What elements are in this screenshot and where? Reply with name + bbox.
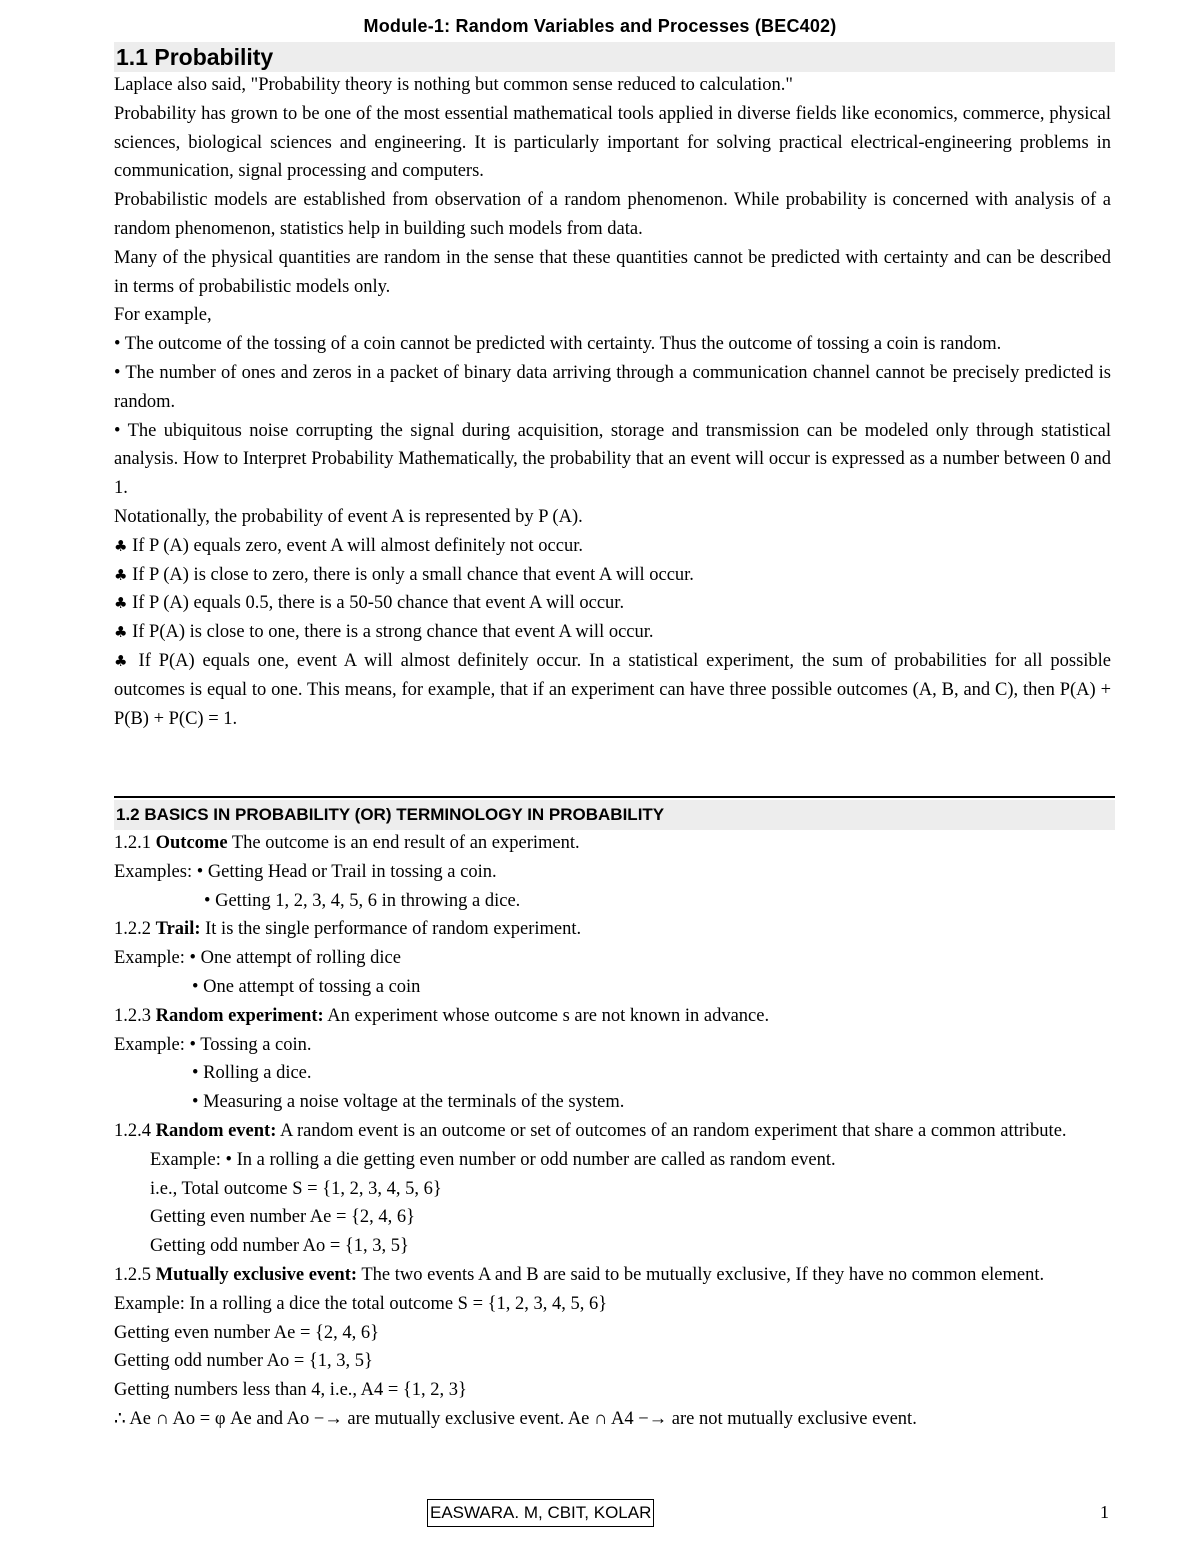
- random-event-example-2: i.e., Total outcome S = {1, 2, 3, 4, 5, 6}: [150, 1178, 442, 1199]
- outcome-example-2: • Getting 1, 2, 3, 4, 5, 6 in throwing a dice.: [204, 890, 521, 911]
- bullet-item-binary-data: • The number of ones and zeros in a packet of binary data arriving through a communication channel cannot be precisely predicted is random.: [114, 362, 1111, 412]
- club-icon: ♣: [114, 536, 128, 555]
- section-basics-body: [114, 829, 1111, 1434]
- trail-example-1: Example: • One attempt of rolling dice: [114, 948, 401, 969]
- random-experiment-example-3: • Measuring a noise voltage at the terminals of the system.: [192, 1092, 625, 1113]
- random-event-example-1: Example: • In a rolling a die getting even number or odd number are called as random event.: [150, 1149, 836, 1170]
- club-icon: ♣: [114, 594, 128, 613]
- mutually-exclusive-example-1: Example: In a rolling a dice the total outcome S = {1, 2, 3, 4, 5, 6}: [114, 1293, 608, 1314]
- bullet-item-coin: • The outcome of the tossing of a coin cannot be predicted with certainty. Thus the outcome of tossing a coin is random.: [114, 334, 1002, 355]
- mutually-exclusive-conclusion: ∴ Ae ∩ Ao = φ Ae and Ao −→ are mutually exclusive event. Ae ∩ A4 −→ are not mutually exclusive event.: [114, 1408, 917, 1429]
- bullet-dot-icon: •: [114, 420, 121, 441]
- club-item-close-to-zero: ♣ If P (A) is close to zero, there is only a small chance that event A will occur.: [114, 564, 694, 585]
- section-divider-rule: [114, 796, 1115, 798]
- bullet-dot-icon: •: [114, 334, 121, 355]
- term-mutually-exclusive: 1.2.5 Mutually exclusive event: The two events A and B are said to be mutually exclusive, If they have no common element.: [114, 1264, 1045, 1285]
- section-probability-body: [114, 71, 1111, 733]
- paragraph-notation: Notationally, the probability of event A is represented by P (A).: [114, 506, 583, 527]
- mutually-exclusive-example-3: Getting odd number Ao = {1, 3, 5}: [114, 1351, 373, 1372]
- page-number: 1: [1100, 1502, 1109, 1522]
- outcome-example-1: Examples: • Getting Head or Trail in tossing a coin.: [114, 861, 497, 882]
- random-experiment-example-2: • Rolling a dice.: [192, 1063, 312, 1084]
- paragraph-for-example: For example,: [114, 305, 212, 326]
- paragraph-probability-growth: Probability has grown to be one of the most essential mathematical tools applied in diverse fields like economics, commerce, physical sciences, biological sciences and engineering. It is particularly important for solving practical electrical-engineering problems in communication, signal processing and computers.: [114, 103, 1111, 182]
- mutually-exclusive-example-4: Getting numbers less than 4, i.e., A4 = {1, 2, 3}: [114, 1380, 467, 1401]
- random-experiment-example-1: Example: • Tossing a coin.: [114, 1034, 312, 1055]
- club-item-close-to-one: ♣ If P(A) is close to one, there is a strong chance that event A will occur.: [114, 622, 654, 643]
- bullet-dot-icon: •: [114, 362, 121, 383]
- paragraph-laplace-quote: Laplace also said, "Probability theory is nothing but common sense reduced to calculation.": [114, 75, 793, 95]
- module-header-title: Module-1: Random Variables and Processes (BEC402): [363, 16, 837, 36]
- term-random-event: 1.2.4 Random event: A random event is an outcome or set of outcomes of an random experiment that share a common attribute.: [114, 1120, 1067, 1141]
- paragraph-physical-quantities: Many of the physical quantities are random in the sense that these quantities cannot be predicted with certainty and can be described in terms of probabilistic models only.: [114, 247, 1111, 297]
- term-random-experiment: 1.2.3 Random experiment: An experiment whose outcome s are not known in advance.: [114, 1005, 770, 1026]
- footer-author-box: EASWARA. M, CBIT, KOLAR: [427, 1499, 654, 1527]
- term-trail: 1.2.2 Trail: It is the single performance of random experiment.: [114, 919, 582, 940]
- section-heading-basics: 1.2 BASICS IN PROBABILITY (OR) TERMINOLOGY IN PROBABILITY: [114, 800, 1115, 830]
- club-item-one: ♣ If P(A) equals one, event A will almost definitely occur. In a statistical experiment, the sum of probabilities for all possible outcomes is equal to one. This means, for example, that if an experiment can have three possible outcomes (A, B, and C), then P(A) + P(B) + P(C) = 1.: [114, 650, 1112, 729]
- club-icon: ♣: [114, 623, 128, 642]
- section-heading-probability: 1.1 Probability: [114, 42, 1115, 72]
- term-outcome: 1.2.1 Outcome The outcome is an end result of an experiment.: [114, 833, 580, 853]
- random-event-example-4: Getting odd number Ao = {1, 3, 5}: [150, 1236, 409, 1257]
- club-icon: ♣: [114, 651, 131, 670]
- bullet-item-noise: • The ubiquitous noise corrupting the signal during acquisition, storage and transmission can be modeled only through statistical analysis. How to Interpret Probability Mathematically, the probability that an event will occur is expressed as a number between 0 and 1.: [114, 420, 1111, 499]
- paragraph-probabilistic-models: Probabilistic models are established from observation of a random phenomenon. While probability is concerned with analysis of a random phenomenon, statistics help in building such models from data.: [114, 190, 1111, 239]
- club-item-zero: ♣ If P (A) equals zero, event A will almost definitely not occur.: [114, 535, 583, 556]
- mutually-exclusive-example-2: Getting even number Ae = {2, 4, 6}: [114, 1322, 380, 1343]
- trail-example-2: • One attempt of tossing a coin: [192, 976, 421, 997]
- random-event-example-3: Getting even number Ae = {2, 4, 6}: [150, 1207, 416, 1228]
- club-icon: ♣: [114, 565, 128, 584]
- club-item-half: ♣ If P (A) equals 0.5, there is a 50-50 chance that event A will occur.: [114, 593, 625, 614]
